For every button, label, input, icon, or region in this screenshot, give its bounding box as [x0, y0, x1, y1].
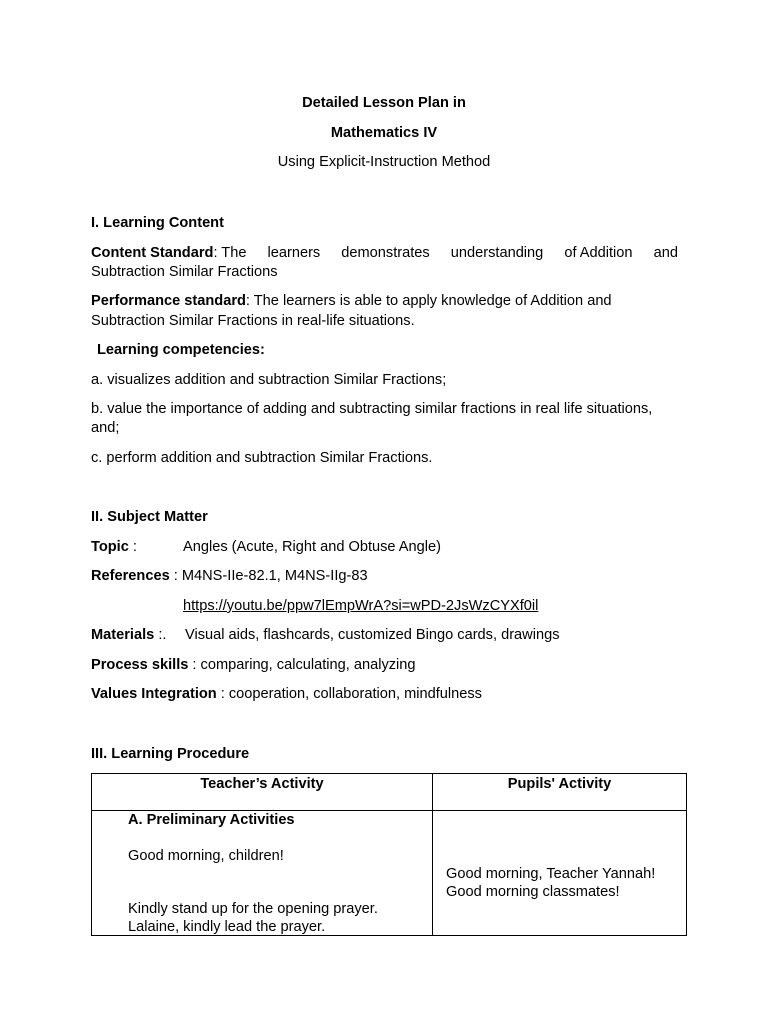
process-skills-label: Process skills: [91, 657, 189, 673]
title-line-2: Mathematics IV: [330, 125, 438, 141]
topic-label: Topic: [91, 539, 129, 555]
values-integration-label: Values Integration: [91, 686, 217, 702]
content-standard-line-2: Subtraction Similar Fractions: [91, 264, 278, 280]
topic-row: Topic :: [91, 539, 137, 555]
materials-row: Materials :.: [91, 627, 167, 643]
teacher-activity-cell: [92, 811, 433, 936]
content-standard-line-1: Content Standard: The learners demonstrates understanding of Addition and: [91, 245, 678, 261]
competency-b-line-1: b. value the importance of adding and subtracting similar fractions in real life situations,: [91, 401, 653, 417]
section-2-heading: II. Subject Matter: [91, 509, 208, 525]
pupils-activity-header: Pupils' Activity: [433, 774, 687, 811]
pupils-greeting-line-2: Good morning classmates!: [446, 884, 620, 900]
competency-b-line-2: and;: [91, 420, 120, 436]
subtitle: Using Explicit-Instruction Method: [277, 154, 491, 170]
content-standard-label: Content Standard: [91, 245, 214, 261]
topic-value: Angles (Acute, Right and Obtuse Angle): [183, 539, 441, 555]
performance-standard-line-2: Subtraction Similar Fractions in real-life situations.: [91, 313, 415, 329]
table-row: [92, 811, 687, 936]
competencies-heading: Learning competencies:: [97, 342, 265, 358]
section-3-heading: III. Learning Procedure: [91, 746, 250, 762]
materials-value: Visual aids, flashcards, customized Bingo cards, drawings: [185, 627, 560, 643]
values-integration-row: Values Integration : cooperation, collaboration, mindfulness: [91, 686, 482, 702]
teacher-prayer-line-1: Kindly stand up for the opening prayer.: [128, 901, 378, 917]
materials-label: Materials: [91, 627, 155, 643]
competency-c: c. perform addition and subtraction Similar Fractions.: [91, 450, 433, 466]
teacher-activity-header: Teacher’s Activity: [92, 774, 433, 811]
teacher-greeting: Good morning, children!: [128, 848, 284, 864]
pupils-greeting-line-1: Good morning, Teacher Yannah!: [446, 866, 656, 882]
references-label: References: [91, 568, 170, 584]
process-skills-row: Process skills : comparing, calculating, analyzing: [91, 657, 416, 673]
pupils-activity-cell: [433, 811, 687, 936]
performance-standard-label: Performance standard: [91, 293, 246, 309]
teacher-prayer-line-2: Lalaine, kindly lead the prayer.: [128, 919, 326, 935]
competency-a: a. visualizes addition and subtraction Similar Fractions;: [91, 372, 447, 388]
references-row: References : M4NS-IIe-82.1, M4NS-IIg-83: [91, 568, 368, 584]
title-line-1: Detailed Lesson Plan in: [302, 95, 466, 111]
section-1-heading: I. Learning Content: [91, 215, 224, 231]
performance-standard-line-1: Performance standard: The learners is able to apply knowledge of Addition and: [91, 293, 612, 309]
references-link[interactable]: https://youtu.be/ppw7lEmpWrA?si=wPD-2JsWzCYXf0il: [183, 598, 539, 614]
preliminary-activities-heading: A. Preliminary Activities: [128, 812, 295, 828]
procedure-table: [91, 773, 687, 936]
table-header-row: [92, 774, 687, 811]
